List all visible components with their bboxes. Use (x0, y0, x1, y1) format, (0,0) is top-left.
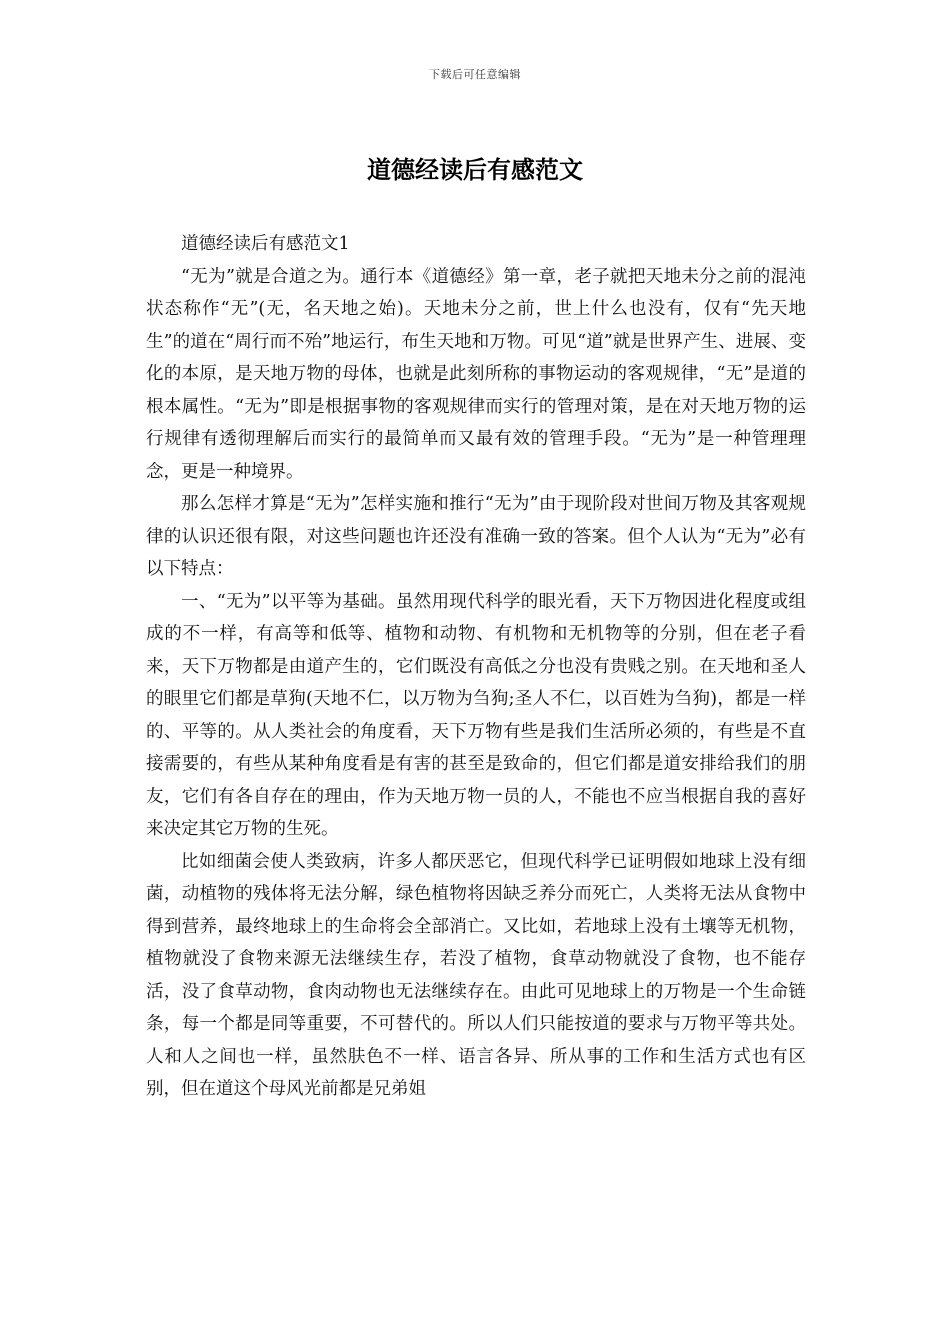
paragraph-4: 比如细菌会使人类致病，许多人都厌恶它，但现代科学已证明假如地球上没有细菌，动植物的残体将无法分解，绿色植物将因缺乏养分而死亡，人类将无法从食物中得到营养，最终地球上的生命将会全部消亡。又比如，若地球上没有土壤等无机物，植物就没了食物来源无法继续生存，若没了植物，食草动物就没了食物，也不能存活，没了食草动物，食肉动物也无法继续存在。由此可见地球上的万物是一个生命链条，每一个都是同等重要，不可替代的。所以人们只能按道的要求与万物平等共处。人和人之间也一样，虽然肤色不一样、语言各异、所从事的工作和生活方式也有区别，但在道这个母风光前都是兄弟姐 (146, 851, 806, 1099)
document-title: 道德经读后有感范文 (367, 155, 583, 184)
section-subheading (146, 228, 806, 261)
paragraph-2: 那么怎样才算是“无为”怎样实施和推行“无为”由于现阶段对世间万物及其客观规律的认识还很有限，对这些问题也许还没有准确一致的答案。但个人认为“无为”必有以下特点： (146, 494, 806, 579)
section-subheading-text: 道德经读后有感范文1 (181, 234, 350, 254)
paragraph-1: “无为”就是合道之为。通行本《道德经》第一章，老子就把天地未分之前的混沌状态称作“无”(无，名天地之始)。天地未分之前，世上什么也没有，仅有“先天地生”的道在“周行而不殆”地运行，布生天地和万物。可见“道”就是世界产生、进展、变化的本原，是天地万物的母体，也就是此刻所称的事物运动的客观规律，“无”是道的根本属性。“无为”即是根据事物的客观规律而实行的管理对策，是在对天地万物的运行规律有透彻理解后而实行的最简单而又最有效的管理手段。“无为”是一种管理理念，更是一种境界。 (146, 266, 806, 482)
paragraph-3: 一、“无为”以平等为基础。虽然用现代科学的眼光看，天下万物因进化程度或组成的不一样，有高等和低等、植物和动物、有机物和无机物等的分别，但在老子看来，天下万物都是由道产生的，它们既没有高低之分也没有贵贱之别。在天地和圣人的眼里它们都是草狗(天地不仁，以万物为刍狗;圣人不仁，以百姓为刍狗)，都是一样的、平等的。从人类社会的角度看，天下万物有些是我们生活所必须的，有些是不直接需要的，有些从某种角度看是有害的甚至是致命的，但它们都是道安排给我们的朋友，它们有各自存在的理由，作为天地万物一员的人，不能也不应当根据自我的喜好来决定其它万物的生死。 (146, 591, 806, 839)
document-body (146, 228, 806, 1106)
header-note: 下载后可任意编辑 (429, 68, 521, 81)
